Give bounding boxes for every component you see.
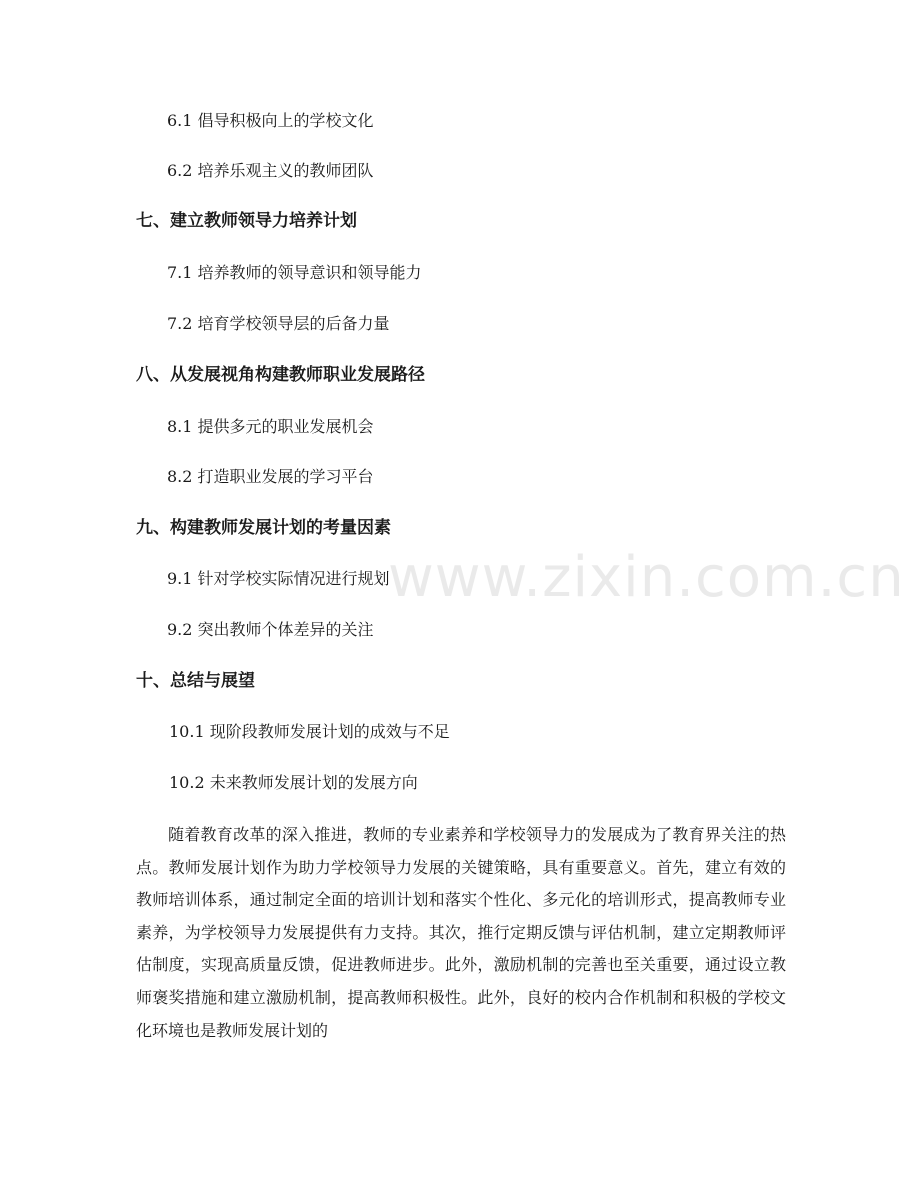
subsection-6-1: 6.1 倡导积极向上的学校文化 [167, 111, 374, 130]
watermark: www.zixin.com.cn [388, 545, 905, 610]
body-paragraph: 随着教育改革的深入推进，教师的专业素养和学校领导力的发展成为了教育界关注的热点。教师发展计划作为助力学校领导力发展的关键策略，具有重要意义。首先，建立有效的教师培训体系，通过制定全面的培训计划和落实个性化、多元化的培训形式，提高教师专业素养，为学校领导力发展提供有力支持。其次，推行定期反馈与评估机制，建立定期教师评估制度，实现高质量反馈，促进教师进步。此外，激励机制的完善也至关重要，通过设立教师褒奖措施和建立激励机制，提高教师积极性。此外，良好的校内合作机制和积极的学校文化环境也是教师发展计划的 [136, 825, 786, 1040]
subsection-9-1: 9.1 针对学校实际情况进行规划 [167, 569, 390, 588]
subsection-10-1: 10.1 现阶段教师发展计划的成效与不足 [169, 722, 450, 741]
subsection-8-2: 8.2 打造职业发展的学习平台 [167, 467, 374, 486]
subsection-8-1: 8.1 提供多元的职业发展机会 [167, 417, 374, 436]
section-heading-10: 十、总结与展望 [136, 671, 255, 691]
subsection-7-1: 7.1 培养教师的领导意识和领导能力 [167, 263, 422, 282]
section-heading-7: 七、建立教师领导力培养计划 [136, 211, 357, 231]
section-heading-9: 九、构建教师发展计划的考量因素 [136, 518, 391, 538]
section-heading-8: 八、从发展视角构建教师职业发展路径 [136, 365, 425, 385]
subsection-9-2: 9.2 突出教师个体差异的关注 [167, 620, 374, 639]
subsection-7-2: 7.2 培育学校领导层的后备力量 [167, 314, 390, 333]
subsection-6-2: 6.2 培养乐观主义的教师团队 [167, 161, 374, 180]
subsection-10-2: 10.2 未来教师发展计划的发展方向 [169, 773, 418, 792]
